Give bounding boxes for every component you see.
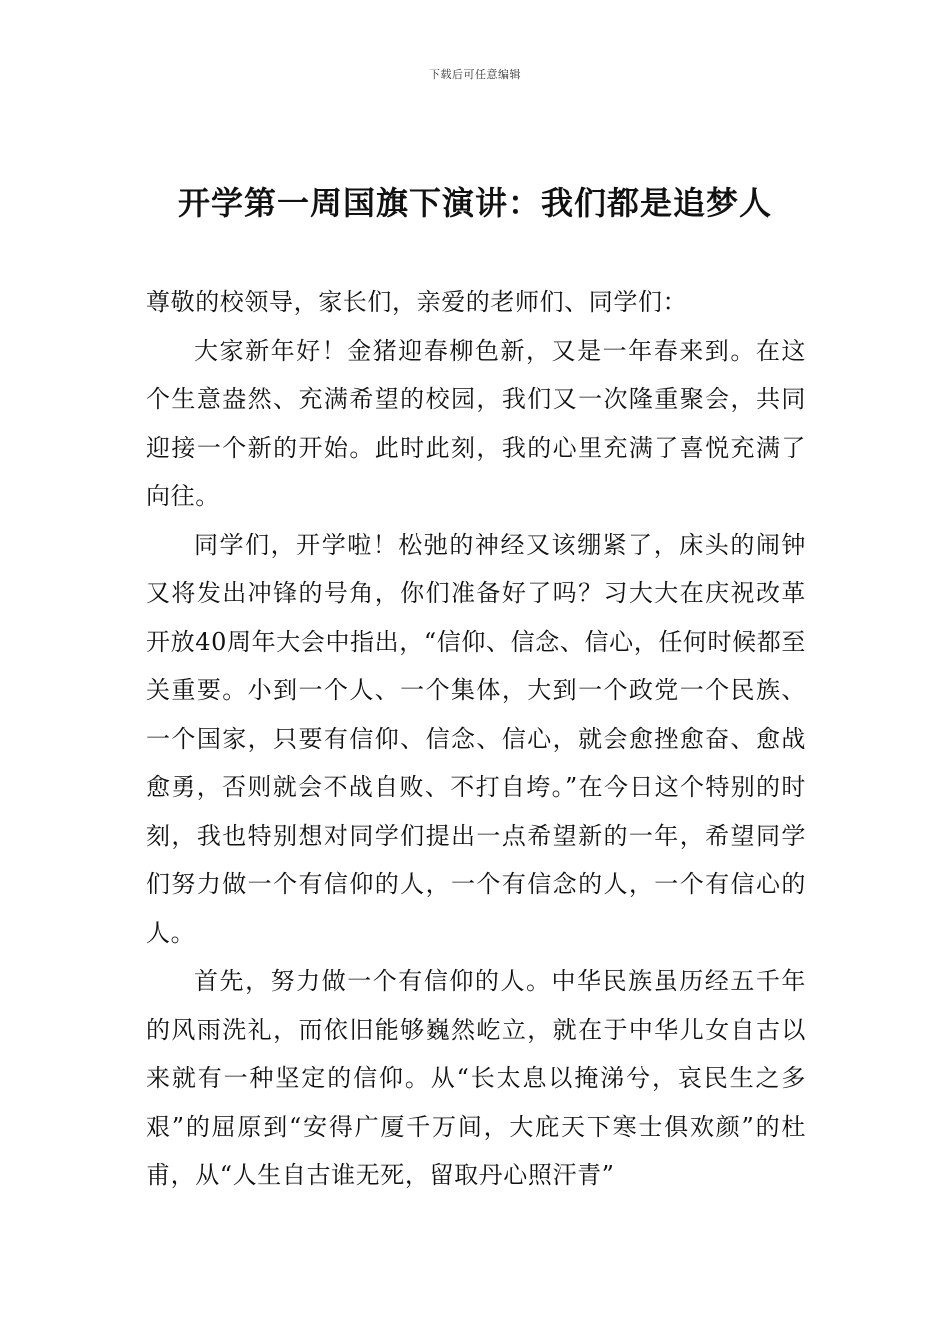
document-body [146, 278, 806, 1200]
paragraph: 同学们，开学啦！松弛的神经又该绷紧了，床头的闹钟又将发出冲锋的号角，你们准备好了吗？习大大在庆祝改革开放40周年大会中指出，“信仰、信念、信心，任何时候都至关重要。小到一个人、一个集体，大到一个政党一个民族、一个国家，只要有信仰、信念、信心，就会愈挫愈奋、愈战愈勇，否则就会不战自败、不打自垮。”在今日这个特别的时刻，我也特别想对同学们提出一点希望新的一年，希望同学们努力做一个有信仰的人，一个有信念的人，一个有信心的人。 [146, 530, 806, 947]
document-title: 开学第一周国旗下演讲：我们都是追梦人 [177, 184, 772, 222]
paragraph: 首先，努力做一个有信仰的人。中华民族虽历经五千年的风雨洗礼，而依旧能够巍然屹立，就在于中华儿女自古以来就有一种坚定的信仰。从“长太息以掩涕兮，哀民生之多艰”的屈原到“安得广厦千万间，大庇天下寒士俱欢颜”的杜甫，从“人生自古谁无死，留取丹心照汗青” [146, 967, 806, 1189]
paragraph: 大家新年好！金猪迎春柳色新，又是一年春来到。在这个生意盎然、充满希望的校园，我们又一次隆重聚会，共同迎接一个新的开始。此时此刻，我的心里充满了喜悦充满了向往。 [146, 336, 806, 510]
salutation: 尊敬的校领导，家长们，亲爱的老师们、同学们： [146, 288, 688, 316]
header-note: 下载后可任意编辑 [429, 68, 521, 81]
